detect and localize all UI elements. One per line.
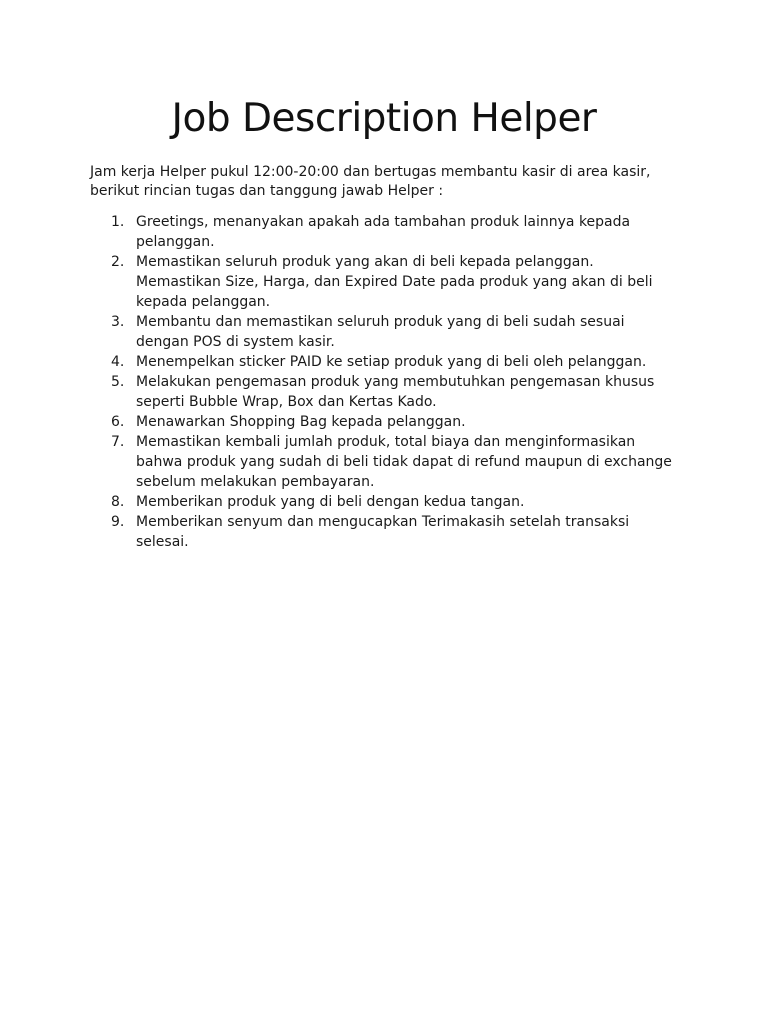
list-item-number: 9. bbox=[111, 514, 125, 530]
list-item bbox=[90, 412, 680, 432]
list-item bbox=[90, 212, 680, 252]
list-item-text: Menawarkan Shopping Bag kepada pelanggan. bbox=[136, 414, 466, 430]
list-item bbox=[90, 432, 680, 492]
list-item-number: 5. bbox=[111, 374, 125, 390]
list-item bbox=[90, 492, 680, 512]
list-item-number: 2. bbox=[111, 254, 125, 270]
list-item bbox=[90, 312, 680, 352]
list-item-text: Memberikan senyum dan mengucapkan Terimakasih setelah transaksi selesai. bbox=[136, 514, 630, 550]
list-item-text: Memastikan seluruh produk yang akan di beli kepada pelanggan. Memastikan Size, Harga, dan Expired Date pada produk yang akan di beli kepada pelanggan. bbox=[136, 254, 653, 310]
list-item-text: Melakukan pengemasan produk yang membutuhkan pengemasan khusus seperti Bubble Wrap, Box dan Kertas Kado. bbox=[136, 374, 655, 410]
list-item-text: Memastikan kembali jumlah produk, total biaya dan menginformasikan bahwa produk yang sudah di beli tidak dapat di refund maupun di exchange sebelum melakukan pembayaran. bbox=[136, 434, 672, 490]
document-title: Job Description Helper bbox=[171, 96, 597, 141]
list-item-number: 3. bbox=[111, 314, 125, 330]
list-item bbox=[90, 372, 680, 412]
list-item-text: Memberikan produk yang di beli dengan kedua tangan. bbox=[136, 494, 525, 510]
task-list bbox=[90, 212, 680, 552]
list-item-text: Greetings, menanyakan apakah ada tambahan produk lainnya kepada pelanggan. bbox=[136, 214, 631, 250]
list-item-text: Membantu dan memastikan seluruh produk yang di beli sudah sesuai dengan POS di system kasir. bbox=[136, 314, 625, 350]
list-item-number: 4. bbox=[111, 354, 125, 370]
list-item-number: 7. bbox=[111, 434, 125, 450]
list-item bbox=[90, 252, 680, 312]
list-item-text: Menempelkan sticker PAID ke setiap produk yang di beli oleh pelanggan. bbox=[136, 354, 647, 370]
list-item bbox=[90, 352, 680, 372]
list-item bbox=[90, 512, 680, 552]
list-item-number: 8. bbox=[111, 494, 125, 510]
list-item-number: 6. bbox=[111, 414, 125, 430]
list-item-number: 1. bbox=[111, 214, 125, 230]
intro-paragraph: Jam kerja Helper pukul 12:00-20:00 dan bertugas membantu kasir di area kasir, berikut rincian tugas dan tanggung jawab Helper : bbox=[90, 164, 651, 199]
